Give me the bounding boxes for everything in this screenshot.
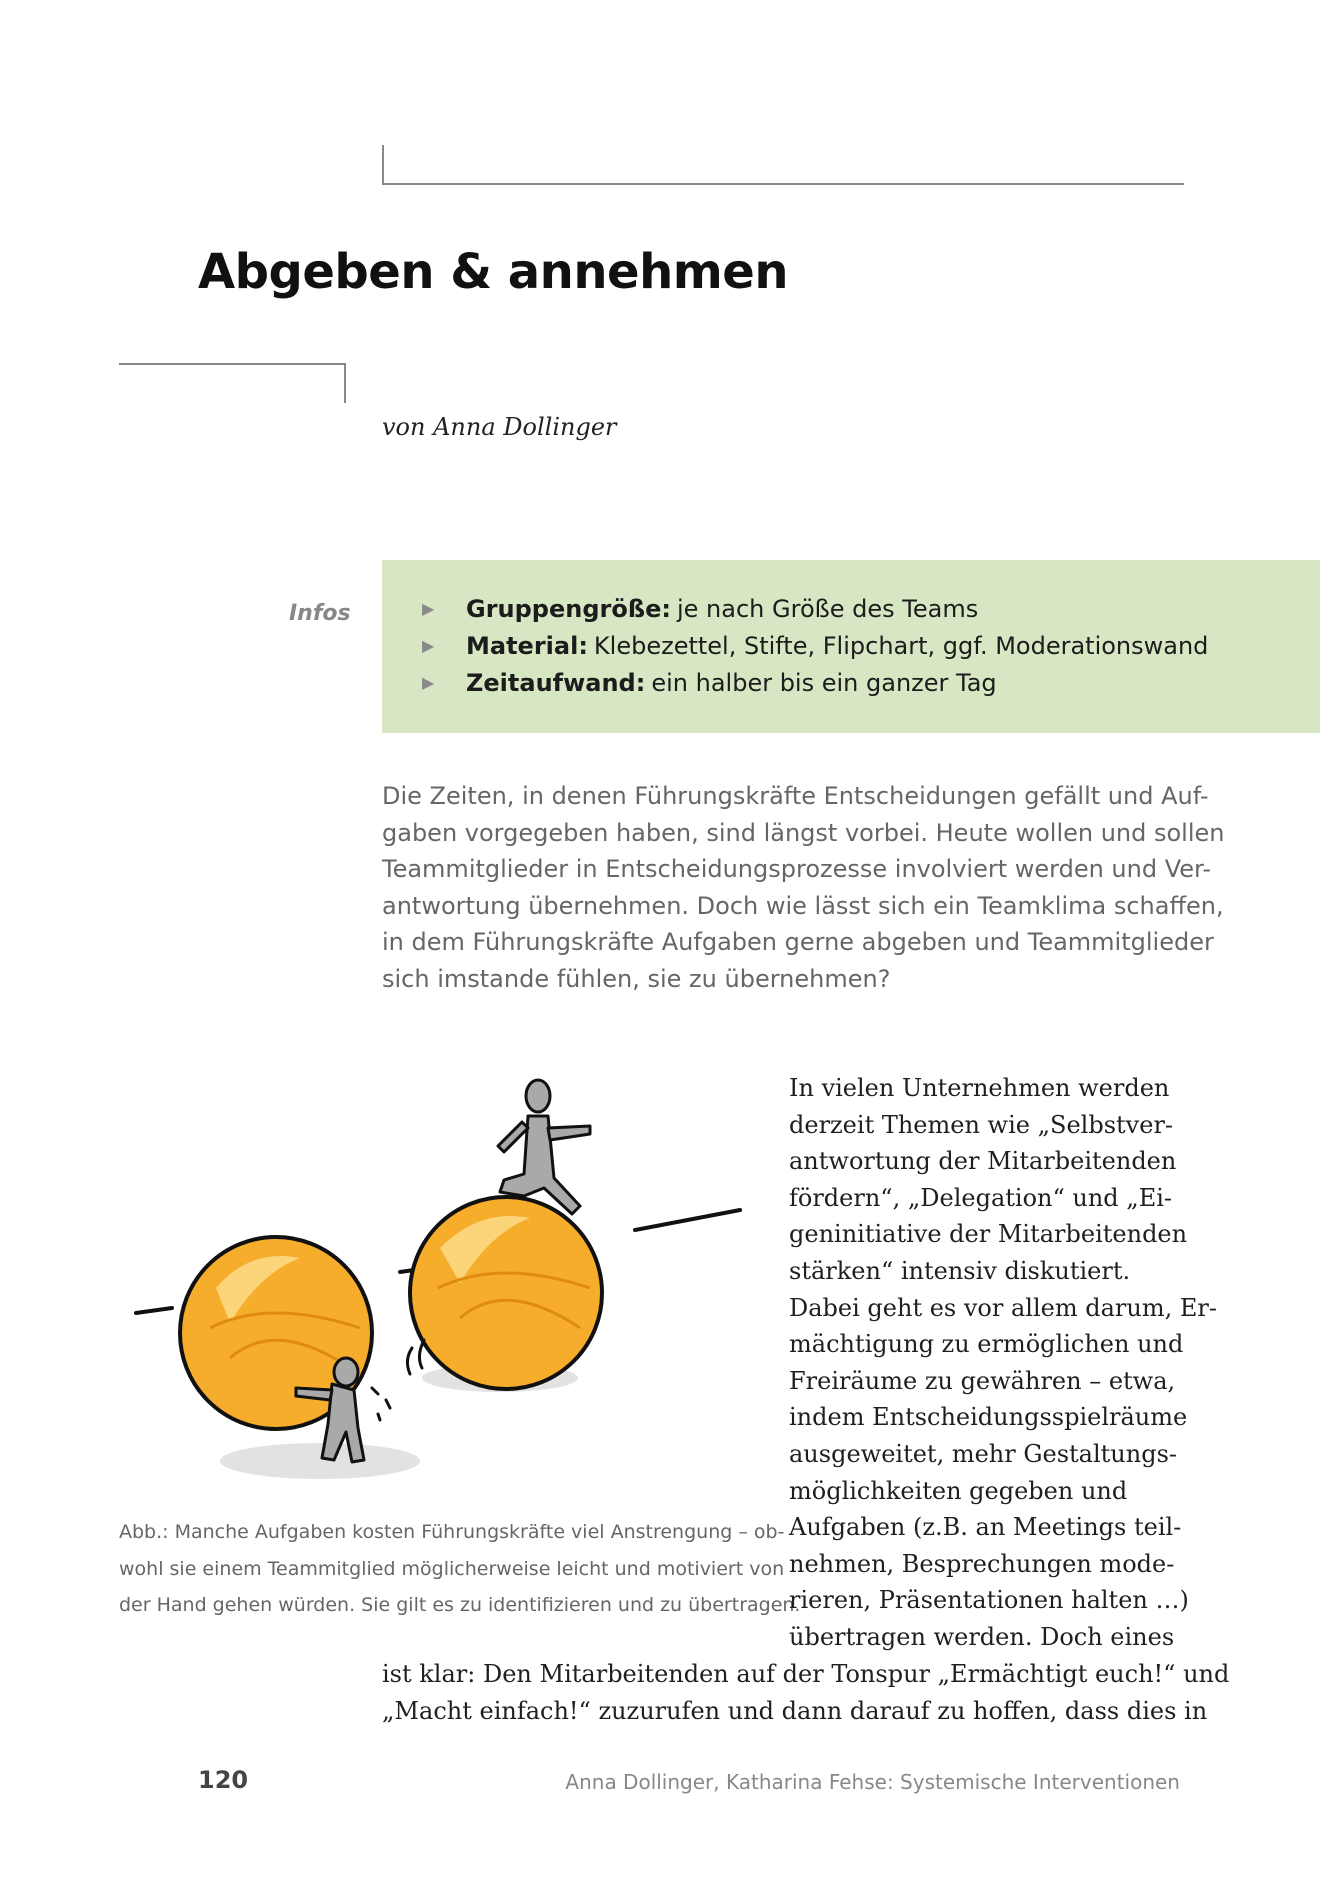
info-value: je nach Größe des Teams: [676, 594, 979, 623]
page-number: 120: [198, 1766, 249, 1794]
intro-line: gaben vorgegeben haben, sind längst vorbei. Heute wollen und sollen: [382, 818, 1225, 847]
body-line: In vielen Unternehmen werden: [789, 1074, 1170, 1102]
body-line: ausgeweitet, mehr Gestaltungs-: [789, 1439, 1178, 1468]
running-figure: [498, 1080, 590, 1214]
info-value: Klebezettel, Stifte, Flipchart, ggf. Moderationswand: [593, 631, 1209, 660]
infos-label: Infos: [289, 601, 351, 626]
body-line: mächtigung zu ermöglichen und: [789, 1330, 1184, 1359]
title-corner-rule: [119, 363, 346, 403]
info-item-material: [422, 627, 1208, 664]
figure-caption: [119, 1514, 801, 1624]
triangle-right-icon: ▶: [422, 673, 435, 692]
body-line: derzeit Themen wie „Selbstver-: [789, 1110, 1174, 1139]
author-byline: von Anna Dollinger: [382, 413, 617, 441]
info-item-group-size: [422, 590, 1208, 627]
caption-line: der Hand gehen würden. Sie gilt es zu identifizieren und zu übertragen.: [119, 1594, 801, 1616]
intro-line: in dem Führungskräfte Aufgaben gerne abgeben und Teammitglieder: [382, 928, 1214, 957]
intro-line: sich imstande fühlen, sie zu übernehmen?: [382, 964, 891, 993]
body-line: geninitiative der Mitarbeitenden: [789, 1220, 1188, 1249]
body-line: rieren, Präsentationen halten …): [789, 1586, 1189, 1615]
body-line: Aufgaben (z.B. an Meetings teil-: [789, 1513, 1182, 1542]
info-value: ein halber bis ein ganzer Tag: [651, 668, 997, 697]
right-ball: [410, 1197, 602, 1389]
footer-source: Anna Dollinger, Katharina Fehse: Systemische Interventionen: [565, 1770, 1180, 1794]
body-continuation: [382, 1656, 1229, 1729]
body-line: stärken“ intensiv diskutiert.: [789, 1256, 1131, 1285]
triangle-right-icon: ▶: [422, 636, 435, 655]
body-line: antwortung der Mitarbeitenden: [789, 1147, 1177, 1176]
info-box: [382, 560, 1320, 733]
page-title: Abgeben & annehmen: [198, 244, 788, 300]
info-item-time: [422, 664, 1208, 701]
triangle-right-icon: ▶: [422, 599, 435, 618]
top-corner-rule: [382, 145, 1184, 185]
info-key: Material:: [466, 631, 588, 660]
body-line: indem Entscheidungsspielräume: [789, 1403, 1188, 1432]
caption-line: wohl sie einem Teammitglied möglicherweise leicht und motiviert von: [119, 1557, 785, 1580]
intro-line: Die Zeiten, in denen Führungskräfte Entscheidungen gefällt und Auf-: [382, 782, 1209, 810]
body-line: Freiräume zu gewähren – etwa,: [789, 1366, 1176, 1395]
body-line: ist klar: Den Mitarbeitenden auf der Tonspur „Ermächtigt euch!“ und: [382, 1660, 1230, 1688]
info-key: Zeitaufwand:: [466, 668, 646, 697]
body-line: fördern“, „Delegation“ und „Ei-: [789, 1183, 1173, 1212]
illustration-balls-figures: [120, 1068, 760, 1508]
intro-line: Teammitglieder in Entscheidungsprozesse involviert werden und Ver-: [382, 855, 1212, 884]
intro-paragraph: [382, 778, 1225, 998]
body-column: [789, 1070, 1217, 1656]
info-list: [422, 590, 1208, 701]
caption-line: Abb.: Manche Aufgaben kosten Führungskräfte viel Anstrengung – ob-: [119, 1521, 785, 1543]
body-line: „Macht einfach!“ zuzurufen und dann darauf zu hoffen, dass dies in: [382, 1696, 1208, 1725]
body-line: nehmen, Besprechungen mode-: [789, 1549, 1175, 1578]
info-key: Gruppengröße:: [466, 594, 671, 623]
body-line: Dabei geht es vor allem darum, Er-: [789, 1293, 1217, 1322]
intro-line: antwortung übernehmen. Doch wie lässt sich ein Teamklima schaffen,: [382, 891, 1224, 920]
motion-lines: [372, 1340, 424, 1420]
body-line: möglichkeiten gegeben und: [789, 1476, 1128, 1505]
body-line: übertragen werden. Doch eines: [789, 1622, 1175, 1651]
